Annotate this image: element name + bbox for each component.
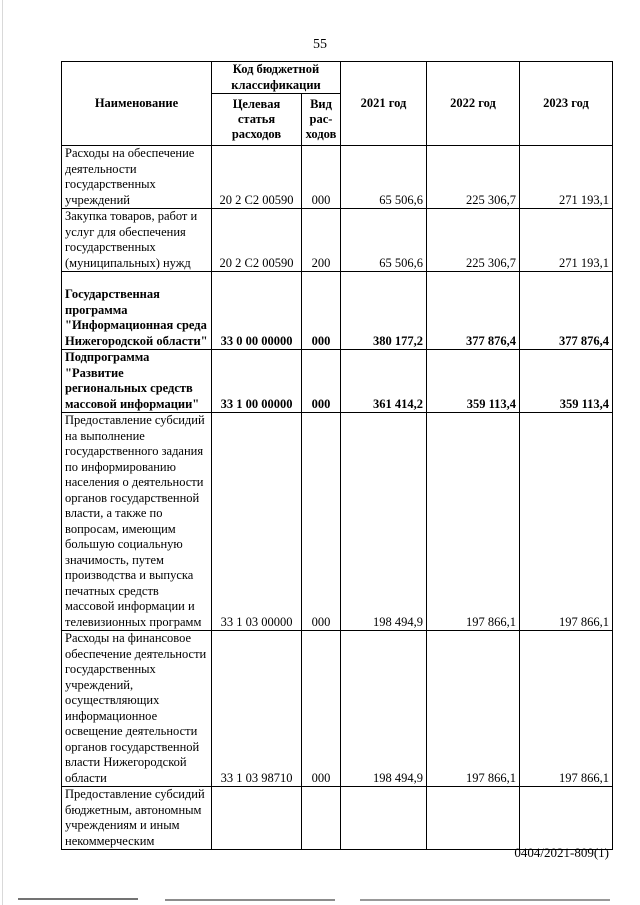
row-expense-type: 000 xyxy=(302,413,341,631)
row-2022: 359 113,4 xyxy=(427,350,520,413)
header-expense-type: Вид рас-ходов xyxy=(302,94,341,146)
row-2022: 225 306,7 xyxy=(427,209,520,272)
scan-artifact xyxy=(360,899,610,901)
row-expense-type: 000 xyxy=(302,146,341,209)
row-2023: 359 113,4 xyxy=(520,350,613,413)
row-2021 xyxy=(341,787,427,850)
header-code-group: Код бюджетной классификации xyxy=(212,62,341,94)
row-2023 xyxy=(520,787,613,850)
row-expense-type: 000 xyxy=(302,631,341,787)
row-code: 33 1 03 00000 xyxy=(212,413,302,631)
row-2022: 225 306,7 xyxy=(427,146,520,209)
row-expense-type: 000 xyxy=(302,350,341,413)
row-2023: 377 876,4 xyxy=(520,272,613,350)
row-name: Подпрограмма "Развитие региональных средств массовой информации" xyxy=(62,350,212,413)
row-2021: 361 414,2 xyxy=(341,350,427,413)
row-name: Государственная программа "Информационная среда Нижегородской области" xyxy=(62,272,212,350)
row-2023: 197 866,1 xyxy=(520,631,613,787)
row-2021: 65 506,6 xyxy=(341,146,427,209)
row-code: 33 1 00 00000 xyxy=(212,350,302,413)
header-2021: 2021 год xyxy=(341,62,427,146)
scan-artifact xyxy=(18,898,138,900)
table-row xyxy=(62,209,613,272)
row-expense-type: 000 xyxy=(302,272,341,350)
row-name: Предоставление субсидий бюджетным, автономным учреждениям и иным некоммерческим xyxy=(62,787,212,850)
row-code: 33 0 00 00000 xyxy=(212,272,302,350)
scan-artifact xyxy=(2,0,3,905)
row-name: Закупка товаров, работ и услуг для обеспечения государственных (муниципальных) нужд xyxy=(62,209,212,272)
page-number: 55 xyxy=(313,37,327,52)
row-2023: 197 866,1 xyxy=(520,413,613,631)
row-name: Расходы на финансовое обеспечение деятельности государственных учреждений, осуществляющих информационное освещение деятельности органов государственной власти Нижегородской области xyxy=(62,631,212,787)
document-code: 0404/2021-809(1) xyxy=(514,845,609,860)
row-2021: 65 506,6 xyxy=(341,209,427,272)
row-2022: 377 876,4 xyxy=(427,272,520,350)
row-expense-type xyxy=(302,787,341,850)
table-row xyxy=(62,350,613,413)
row-name: Расходы на обеспечение деятельности государственных учреждений xyxy=(62,146,212,209)
header-name: Наименование xyxy=(62,62,212,146)
budget-table xyxy=(61,61,613,850)
row-code: 20 2 С2 00590 xyxy=(212,209,302,272)
row-code: 33 1 03 98710 xyxy=(212,631,302,787)
header-target-article: Целевая статья расходов xyxy=(212,94,302,146)
header-2022: 2022 год xyxy=(427,62,520,146)
table-row xyxy=(62,787,613,850)
row-2022 xyxy=(427,787,520,850)
row-2022: 197 866,1 xyxy=(427,413,520,631)
row-code: 20 2 С2 00590 xyxy=(212,146,302,209)
row-name: Предоставление субсидий на выполнение государственного задания по информированию населения о деятельности органов государственной власти, а также по вопросам, имеющим большую социальную значимость, путем производства и выпуска печатных средств массовой информации и телевизионных программ xyxy=(62,413,212,631)
row-2023: 271 193,1 xyxy=(520,146,613,209)
row-2021: 380 177,2 xyxy=(341,272,427,350)
table-row xyxy=(62,631,613,787)
row-expense-type: 200 xyxy=(302,209,341,272)
row-2023: 271 193,1 xyxy=(520,209,613,272)
row-2021: 198 494,9 xyxy=(341,413,427,631)
scan-artifact xyxy=(165,899,335,901)
row-2021: 198 494,9 xyxy=(341,631,427,787)
table-row xyxy=(62,146,613,209)
table-row xyxy=(62,272,613,350)
header-2023: 2023 год xyxy=(520,62,613,146)
row-code xyxy=(212,787,302,850)
table-row xyxy=(62,413,613,631)
row-2022: 197 866,1 xyxy=(427,631,520,787)
